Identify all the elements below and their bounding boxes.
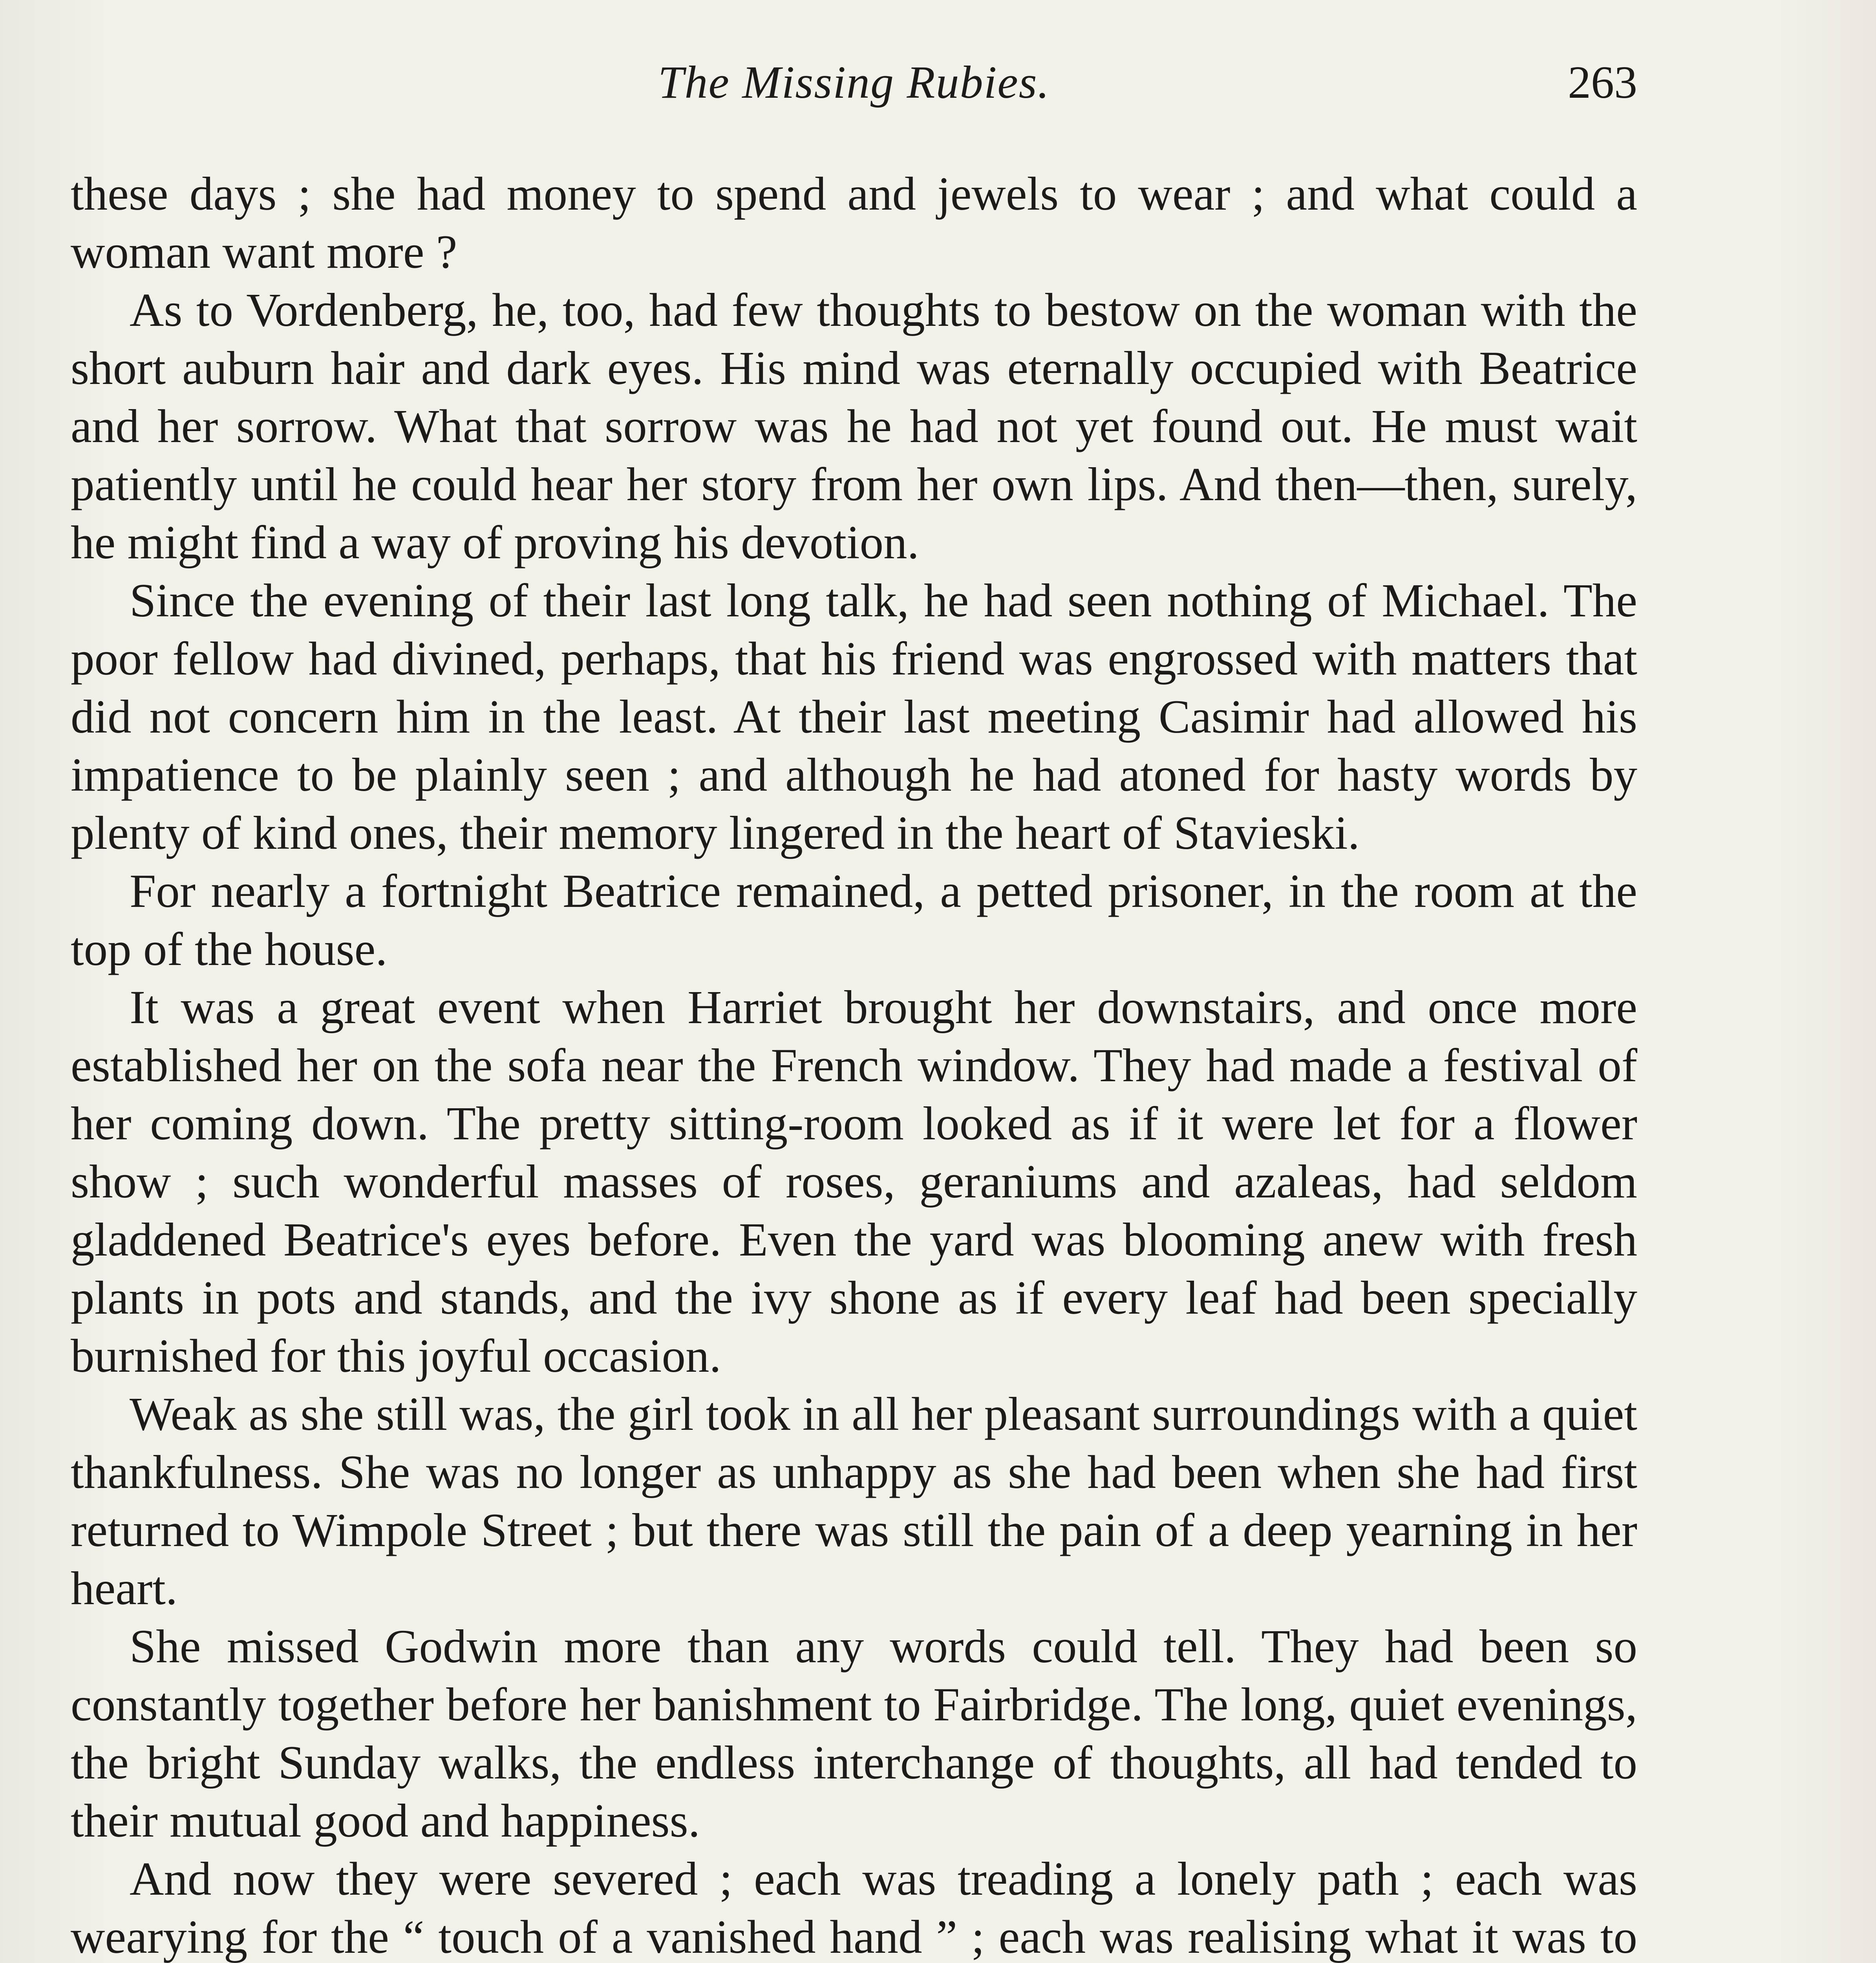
paragraph-6: Weak as she still was, the girl took in all her pleasant surroundings with a quiet thankfulness. She was no longer as unhappy as she had been when she had first returned to Wimpole Street ; but there was still the pain of a deep yearning in her heart.	[71, 1388, 1637, 1615]
paragraph-5: It was a great event when Harriet brought her downstairs, and once more established her on the sofa near the French window. They had made a festival of her coming down. The pretty sitting-room looked as if it were let for a flower show ; such wonderful masses of roses, geraniums and azaleas, had seldom gladdened Beatrice's eyes before. Even the yard was blooming anew with fresh plants in pots and stands, and the ivy shone as if every leaf had been specially burnished for this joyful occasion.	[71, 981, 1637, 1382]
page-header	[71, 55, 1637, 118]
running-title: The Missing Rubies.	[658, 57, 1050, 108]
body-text	[71, 165, 1637, 1963]
paragraph-2: As to Vordenberg, he, too, had few thoughts to bestow on the woman with the short auburn hair and dark eyes. His mind was eternally occupied with Beatrice and her sorrow. What that sorrow was he had not yet found out. He must wait patiently until he could hear her story from her own lips. And then—then, surely, he might find a way of proving his devotion.	[71, 284, 1637, 569]
paragraph-7: She missed Godwin more than any words could tell. They had been so constantly together before her banishment to Fairbridge. The long, quiet evenings, the bright Sunday walks, the endless interchange of thoughts, all had tended to their mutual good and happiness.	[71, 1620, 1637, 1847]
paragraph-4: For nearly a fortnight Beatrice remained, a petted prisoner, in the room at the top of the house.	[71, 865, 1637, 976]
paragraph-1: these days ; she had money to spend and jewels to wear ; and what could a woman want more ?	[71, 168, 1637, 278]
paragraph-3: Since the evening of their last long talk, he had seen nothing of Michael. The poor fellow had divined, perhaps, that his friend was engrossed with matters that did not concern him in the least. At their last meeting Casimir had allowed his impatience to be plainly seen ; and although he had atoned for hasty words by plenty of kind ones, their memory lingered in the heart of Stavieski.	[71, 574, 1637, 859]
paragraph-8: And now they were severed ; each was treading a lonely path ; each was wearying for the “ touch of a vanished hand ” ; each was realising what it was to	[71, 1853, 1637, 1963]
page-number: 263	[1568, 57, 1637, 108]
